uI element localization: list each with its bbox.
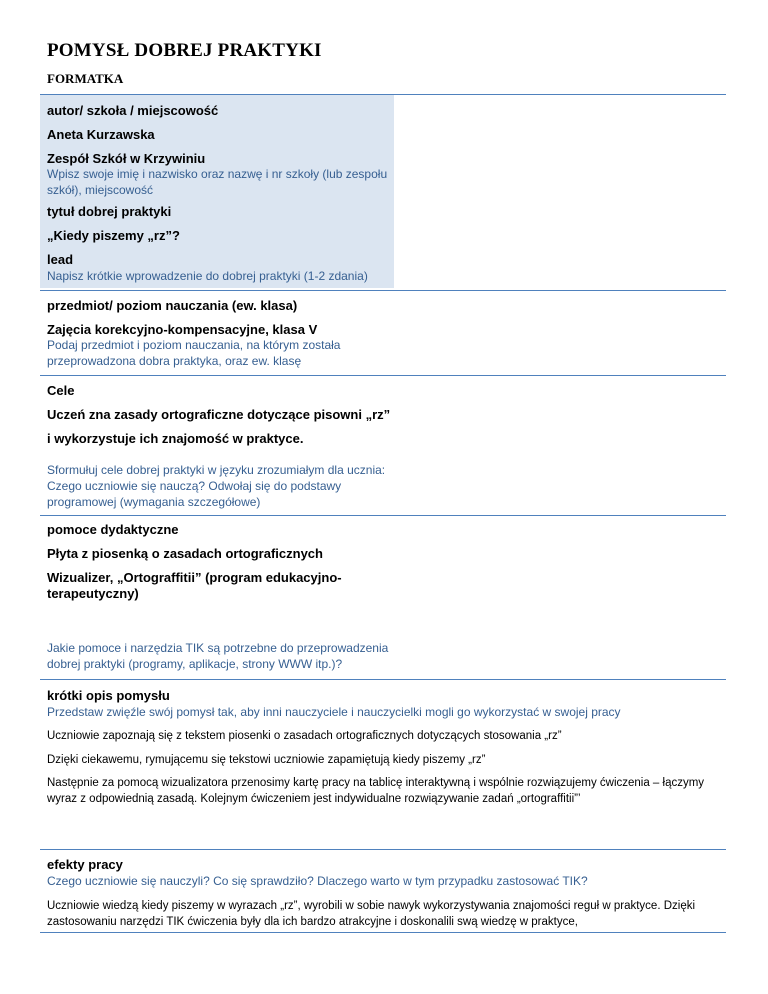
lead-label: lead [47,252,74,267]
aids-hint-2: dobrej praktyki (programy, aplikacje, strony WWW itp.)? [47,657,343,671]
school-name: Zespół Szkół w Krzywiniu [47,151,206,166]
results-hint: Czego uczniowie się nauczyli? Co się sprawdziło? Dlaczego warto w tym przypadku zastosować TIK? [47,874,588,888]
subject-value: Zajęcia korekcyjno-kompensacyjne, klasa V [47,322,318,337]
author-label: autor/ szkoła / miejscowość [47,103,219,118]
goals-value-1: Uczeń zna zasady ortograficzne dotyczące pisowni „rz” [47,407,391,422]
goals-hint-1: Sformułuj cele dobrej praktyki w języku zrozumiałym dla ucznia: [47,463,386,477]
description-para-3a: Następnie za pomocą wizualizatora przenosimy kartę pracy na tablicę interaktywną i wspólnie rozwiązujemy ćwiczenia – łączymy [47,777,705,789]
subject-hint-2: przeprowadzona dobra praktyka, oraz ew. klasę [47,354,302,368]
practice-title-value: „Kiedy piszemy „rz”? [47,228,180,243]
aids-value-1: Płyta z piosenką o zasadach ortograficznych [47,546,323,561]
aids-label: pomoce dydaktyczne [47,522,179,537]
description-label: krótki opis pomysłu [47,688,170,703]
divider [40,849,726,850]
description-para-2: Dzięki ciekawemu, rymującemu się tekstowi uczniowie zapamiętują kiedy piszemy „rz” [47,754,486,766]
divider [40,679,726,680]
aids-hint-1: Jakie pomoce i narzędzia TIK są potrzebne do przeprowadzenia [47,641,389,655]
goals-label: Cele [47,383,75,398]
lead-hint: Napisz krótkie wprowadzenie do dobrej praktyki (1-2 zdania) [47,269,368,283]
divider [40,515,726,516]
results-para-2: zastosowaniu narzędzi TIK ćwiczenia były dla ich bardzo atrakcyjne i doskonalili swą wiedzę w praktyce, [47,916,578,928]
results-para-1: Uczniowie wiedzą kiedy piszemy w wyrazach „rz”, wyrobili w sobie nawyk wykorzystywania znajomości reguł w praktyce. Dzięki [47,900,696,912]
subject-hint-1: Podaj przedmiot i poziom nauczania, na którym została [47,338,341,352]
divider [40,375,726,376]
aids-value-2b: terapeutyczny) [47,586,139,601]
goals-value-2: i wykorzystuje ich znajomość w praktyce. [47,431,304,446]
author-hint-2: szkół), miejscowość [47,183,154,197]
divider [40,932,726,933]
goals-hint-3: programowej (wymagania szczegółowe) [47,495,261,509]
author-name: Aneta Kurzawska [47,127,155,142]
subject-label: przedmiot/ poziom nauczania (ew. klasa) [47,298,298,313]
author-hint-1: Wpisz swoje imię i nazwisko oraz nazwę i nr szkoły (lub zespołu [47,167,388,181]
practice-title-label: tytuł dobrej praktyki [47,204,172,219]
divider [40,290,726,291]
goals-hint-2: Czego uczniowie się nauczą? Odwołaj się do podstawy [47,479,342,493]
aids-value-2a: Wizualizer, „Ortograffitii” (program edukacyjno- [47,570,342,585]
description-para-1: Uczniowie zapoznają się z tekstem piosenki o zasadach ortograficznych dotyczących stosowania „rz” [47,730,562,742]
description-hint: Przedstaw zwięźle swój pomysł tak, aby inni nauczyciele i nauczycielki mogli go wykorzystać w swojej pracy [47,705,621,719]
description-para-3b: wyraz z odpowiednią zasadą. Kolejnym ćwiczeniem jest indywidualne rozwiązywanie zadań „ortograffitii”’ [47,793,581,805]
document-subtitle: FORMATKA [47,71,124,86]
results-label: efekty pracy [47,857,123,872]
document-title: POMYSŁ DOBREJ PRAKTYKI [47,40,322,61]
